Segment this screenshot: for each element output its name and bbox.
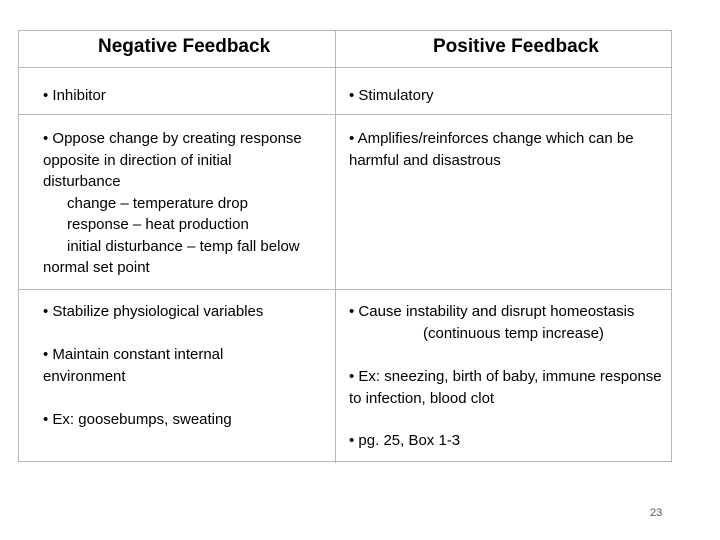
row1-negative-cell <box>43 85 106 107</box>
row2-negative-line: initial disturbance – temp fall below <box>67 237 300 255</box>
header-negative-feedback <box>98 36 270 58</box>
row1-negative-line: • Inhibitor <box>43 87 106 104</box>
row2-positive-line: harmful and disastrous <box>349 151 501 169</box>
row3-positive-line: • Ex: sneezing, birth of baby, immune response <box>349 368 662 385</box>
row2-negative-line: response – heat production <box>67 216 249 233</box>
row3-positive-line: • pg. 25, Box 1-3 <box>349 432 461 449</box>
header-positive-feedback <box>433 36 599 58</box>
row3-positive-line: (continuous temp increase) <box>423 324 604 342</box>
header-negative-text: Negative Feedback <box>98 36 271 57</box>
row3-negative-cell <box>43 301 263 323</box>
row-divider-1 <box>19 114 671 115</box>
row3-negative-line: environment <box>43 367 126 385</box>
row2-negative-line: change – temperature drop <box>67 194 248 212</box>
header-positive-text: Positive Feedback <box>433 36 599 57</box>
column-divider <box>335 31 336 463</box>
row3-negative-cell-c <box>43 409 232 431</box>
row2-negative-line: opposite in direction of initial <box>43 151 232 169</box>
page-number: 23 <box>650 507 663 519</box>
row2-negative-line: disturbance <box>43 173 121 190</box>
row-divider-header <box>19 67 671 68</box>
row2-positive-cell <box>349 128 634 171</box>
row2-negative-cell <box>43 128 302 279</box>
row3-negative-cell-b <box>43 344 223 387</box>
row3-negative-line: • Maintain constant internal <box>43 346 224 363</box>
row1-positive-cell <box>349 85 433 107</box>
row3-positive-line: • Cause instability and disrupt homeostasis <box>349 303 635 320</box>
row2-negative-line: normal set point <box>43 259 150 276</box>
row-divider-2 <box>19 289 671 290</box>
row3-negative-line: • Stabilize physiological variables <box>43 303 264 320</box>
row3-negative-line: • Ex: goosebumps, sweating <box>43 411 232 428</box>
row1-positive-line: • Stimulatory <box>349 87 434 104</box>
row3-positive-line: to infection, blood clot <box>349 389 495 407</box>
row3-positive-cell-b <box>349 366 662 409</box>
row3-positive-cell <box>349 301 634 344</box>
row3-positive-cell-c <box>349 430 460 452</box>
row2-positive-line: • Amplifies/reinforces change which can be <box>349 130 634 147</box>
row2-negative-line: • Oppose change by creating response <box>43 130 302 147</box>
